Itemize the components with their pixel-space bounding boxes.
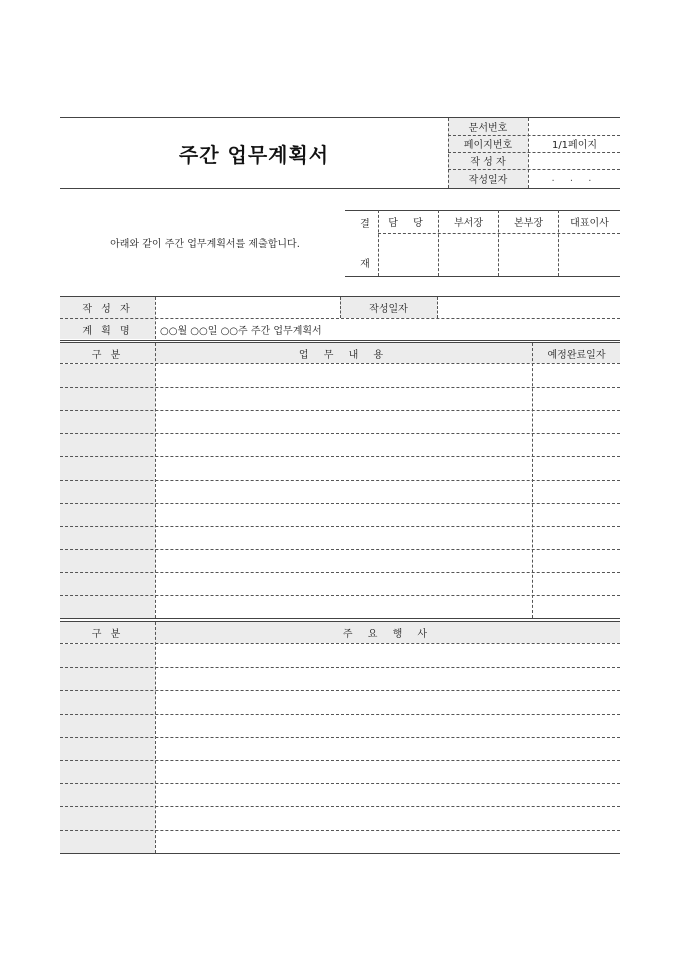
info-rule	[448, 152, 620, 153]
event-row	[60, 667, 620, 690]
event-content-cell[interactable]	[156, 690, 620, 713]
task-category-cell[interactable]	[60, 456, 155, 479]
event-row	[60, 737, 620, 760]
event-content-cell[interactable]	[156, 737, 620, 760]
task-due-date-cell[interactable]	[533, 549, 620, 572]
task-due-date-cell[interactable]	[533, 410, 620, 433]
approval-role-staff: 담 당	[388, 218, 429, 229]
event-content-cell[interactable]	[156, 644, 620, 667]
task-content-cell[interactable]	[156, 572, 532, 595]
header-author-value[interactable]	[529, 152, 620, 169]
approval-role-dept-head: 부서장	[454, 218, 483, 229]
task-due-date-cell[interactable]	[533, 387, 620, 410]
task-due-date-cell[interactable]	[533, 480, 620, 503]
signature-box-staff[interactable]	[379, 234, 437, 275]
task-row	[60, 433, 620, 456]
event-category-cell[interactable]	[60, 667, 155, 690]
task-content-cell[interactable]	[156, 549, 532, 572]
signature-box-division-head[interactable]	[499, 234, 557, 275]
tasks-divider	[532, 343, 533, 618]
author-label: 작 성 자	[82, 304, 133, 315]
info-rule	[448, 169, 620, 170]
task-row	[60, 595, 620, 618]
header-bottom-rule	[60, 188, 620, 189]
approval-label-bottom: 재	[360, 258, 370, 270]
plan-label: 계 획 명	[82, 325, 133, 337]
task-category-cell[interactable]	[60, 595, 155, 618]
task-content-cell[interactable]	[156, 433, 532, 456]
task-category-cell[interactable]	[60, 410, 155, 433]
task-content-cell[interactable]	[156, 480, 532, 503]
event-row	[60, 644, 620, 667]
task-content-cell[interactable]	[156, 364, 532, 387]
page-number-value[interactable]: 1/1페이지	[551, 140, 598, 151]
task-due-date-cell[interactable]	[533, 503, 620, 526]
tasks-bottom-rule	[60, 618, 620, 619]
events-bottom-rule	[60, 853, 620, 854]
header-date-value[interactable]: . . .	[551, 172, 598, 184]
event-category-cell[interactable]	[60, 690, 155, 713]
event-category-cell[interactable]	[60, 783, 155, 806]
event-category-cell[interactable]	[60, 737, 155, 760]
event-category-cell[interactable]	[60, 760, 155, 783]
author-field[interactable]	[157, 298, 339, 317]
task-row	[60, 526, 620, 549]
approval-bottom-rule	[345, 276, 620, 277]
events-header-category: 구 분	[91, 629, 124, 640]
task-category-cell[interactable]	[60, 526, 155, 549]
task-category-cell[interactable]	[60, 480, 155, 503]
task-due-date-cell[interactable]	[533, 364, 620, 387]
task-due-date-cell[interactable]	[533, 595, 620, 618]
event-content-cell[interactable]	[156, 760, 620, 783]
task-row	[60, 503, 620, 526]
task-category-cell[interactable]	[60, 364, 155, 387]
tasks-header-category: 구 분	[91, 349, 124, 361]
task-row	[60, 549, 620, 572]
doc-number-label: 문서번호	[468, 123, 508, 134]
task-row	[60, 387, 620, 410]
plan-name-field[interactable]: ○○월 ○○일 ○○주 주간 업무계획서	[160, 325, 322, 337]
task-due-date-cell[interactable]	[533, 572, 620, 595]
meta-divider	[437, 297, 438, 318]
task-due-date-cell[interactable]	[533, 433, 620, 456]
intro-text: 아래와 같이 주간 업무계획서를 제출합니다.	[110, 238, 300, 250]
write-date-field[interactable]	[440, 298, 618, 317]
task-category-cell[interactable]	[60, 572, 155, 595]
task-row	[60, 480, 620, 503]
task-content-cell[interactable]	[156, 503, 532, 526]
tasks-header-content: 업 무 내 용	[298, 349, 390, 361]
doc-number-value[interactable]	[529, 118, 620, 135]
events-divider	[155, 622, 156, 853]
event-category-cell[interactable]	[60, 830, 155, 853]
task-content-cell[interactable]	[156, 410, 532, 433]
tasks-top-rule	[60, 340, 620, 341]
event-content-cell[interactable]	[156, 714, 620, 737]
event-row	[60, 806, 620, 829]
write-date-label: 작성일자	[369, 304, 408, 315]
task-row	[60, 410, 620, 433]
event-row	[60, 783, 620, 806]
task-category-cell[interactable]	[60, 387, 155, 410]
page-number-label: 페이지번호	[463, 140, 513, 151]
event-row	[60, 714, 620, 737]
task-content-cell[interactable]	[156, 595, 532, 618]
event-content-cell[interactable]	[156, 806, 620, 829]
header-author-label: 작 성 자	[470, 157, 506, 168]
event-content-cell[interactable]	[156, 783, 620, 806]
task-due-date-cell[interactable]	[533, 526, 620, 549]
page-title: 주간 업무계획서	[178, 142, 330, 167]
event-category-cell[interactable]	[60, 644, 155, 667]
task-row	[60, 456, 620, 479]
task-content-cell[interactable]	[156, 387, 532, 410]
task-row	[60, 364, 620, 387]
event-row	[60, 760, 620, 783]
event-category-cell[interactable]	[60, 714, 155, 737]
task-category-cell[interactable]	[60, 433, 155, 456]
event-category-cell[interactable]	[60, 806, 155, 829]
meta-divider	[155, 297, 156, 339]
header-date-label: 작성일자	[468, 174, 508, 186]
event-row	[60, 830, 620, 853]
signature-box-dept-head[interactable]	[439, 234, 497, 275]
info-rule	[448, 135, 620, 136]
task-content-cell[interactable]	[156, 526, 532, 549]
events-header-main-events: 주 요 행 사	[342, 629, 434, 640]
event-row	[60, 690, 620, 713]
approval-role-ceo: 대표이사	[570, 218, 609, 229]
approval-label-top: 결	[360, 218, 370, 230]
tasks-divider	[155, 343, 156, 618]
task-content-cell[interactable]	[156, 456, 532, 479]
task-category-cell[interactable]	[60, 549, 155, 572]
task-due-date-cell[interactable]	[533, 456, 620, 479]
task-row	[60, 572, 620, 595]
task-category-cell[interactable]	[60, 503, 155, 526]
meta-divider	[340, 297, 341, 318]
event-content-cell[interactable]	[156, 667, 620, 690]
approval-role-division-head: 본부장	[514, 218, 543, 229]
event-content-cell[interactable]	[156, 830, 620, 853]
tasks-header-due-date: 예정완료일자	[547, 349, 606, 361]
signature-box-ceo[interactable]	[559, 234, 619, 275]
